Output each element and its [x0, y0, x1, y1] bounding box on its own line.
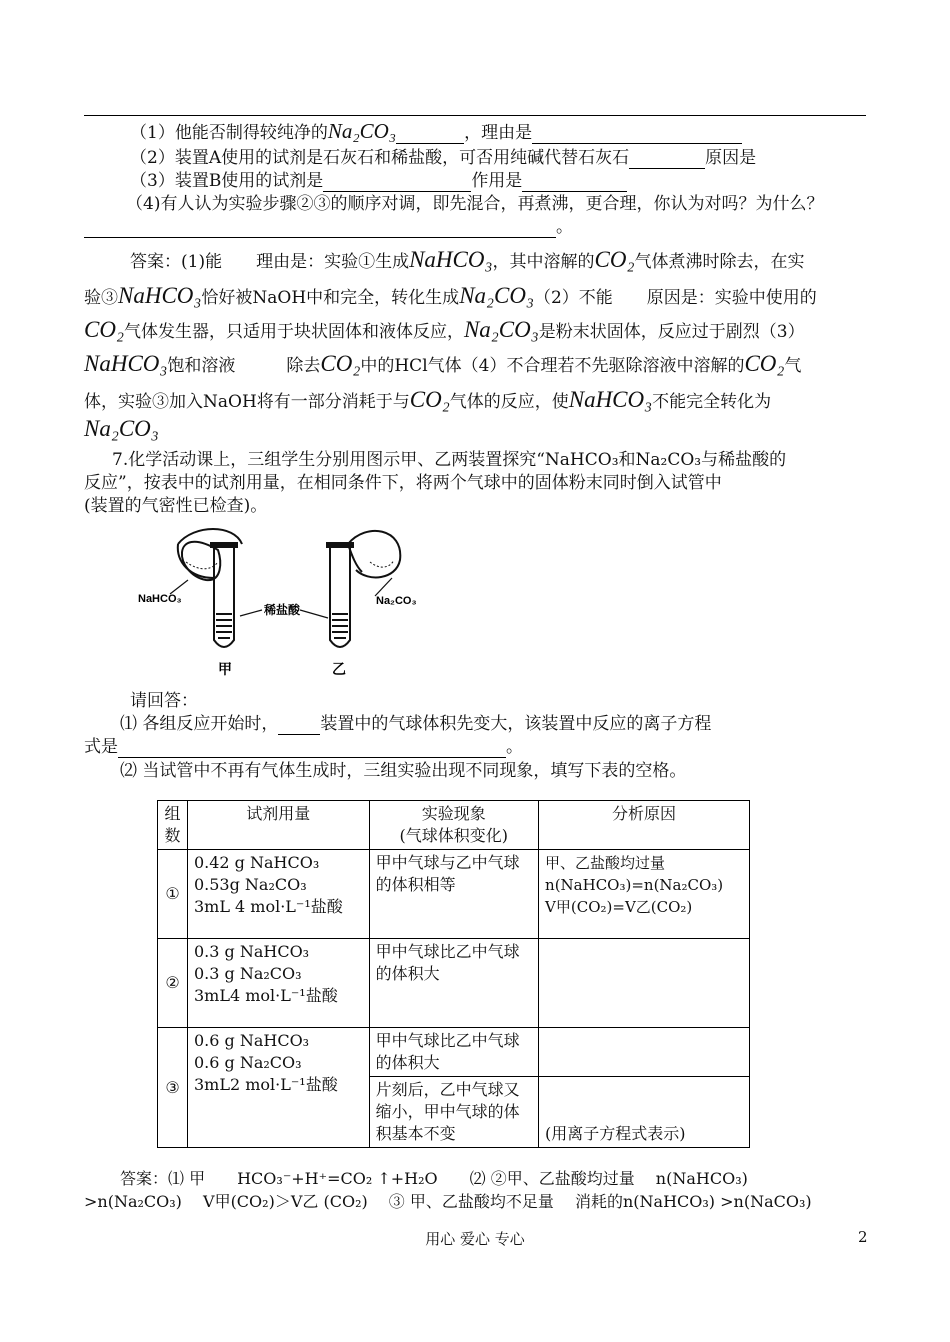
answer6-line3	[84, 314, 805, 348]
cell-reason: 甲、乙盐酸均过量 n(NaHCO₃)=n(Na₂CO₃) V甲(CO₂)=V乙(CO₂)	[539, 850, 750, 939]
answer-text: 饱和溶液 除去	[167, 356, 321, 376]
prompt-text: ⑴ 各组反应开始时，	[120, 714, 279, 734]
answer6-line4	[84, 348, 801, 382]
answer-text: 气体的反应，使	[449, 392, 569, 412]
formula: Na₂CO₃	[84, 416, 159, 441]
label-dilute-hcl: 稀盐酸	[264, 603, 301, 617]
cell-phenomenon: 甲中气球与乙中气球的体积相等	[369, 850, 538, 939]
prompt-text: 式是	[84, 737, 118, 757]
test-tube-right	[326, 542, 354, 647]
balloon-left	[178, 529, 242, 580]
formula: NaHCO₃	[84, 351, 168, 376]
q7-line2: 反应”，按表中的试剂用量，在相同条件下，将两个气球中的固体粉末同时倒入试管中	[84, 473, 722, 493]
leader-line	[375, 578, 392, 596]
row-number: ②	[158, 939, 188, 1028]
formula: CO₂	[320, 351, 361, 376]
test-tube-left	[210, 542, 238, 647]
header-reagent: 试剂用量	[187, 801, 369, 850]
table-header-row	[158, 801, 750, 850]
prompt-text: 装置中的气球体积先变大，该装置中反应的离子方程	[320, 714, 712, 734]
cell-phenomenon: 甲中气球比乙中气球的体积大	[369, 1028, 538, 1077]
formula: CO₂	[409, 387, 450, 412]
cell-reagent: 0.6 g NaHCO₃ 0.6 g Na₂CO₃ 3mL2 mol·L⁻¹盐酸	[187, 1028, 369, 1148]
formula: NaHCO₃	[409, 247, 493, 272]
answer-text: 气体发生器，只适用于块状固体和液体反应，	[123, 322, 464, 342]
header-phenomenon: 实验现象 (气球体积变化)	[369, 801, 538, 850]
caption-yi: 乙	[332, 662, 346, 678]
label-nahco3: NaHCO₃	[138, 593, 182, 605]
table-row	[158, 939, 750, 1028]
balloon-right	[348, 531, 400, 578]
answer7-line2: >n(Na₂CO₃) V甲(CO₂)＞V乙 (CO₂) ③ 甲、乙盐酸均不足量 消耗的n(NaHCO₃) >n(NaCO₃)	[84, 1192, 812, 1211]
answer-blank[interactable]	[84, 219, 556, 238]
cell-reason-blank[interactable]	[539, 939, 750, 1028]
cell-phenomenon: 甲中气球比乙中气球的体积大	[369, 939, 538, 1028]
label-na2co3: Na₂CO₃	[376, 595, 417, 607]
answer-text: 气	[784, 356, 802, 376]
footer-text: 用心 爱心 专心	[425, 1230, 525, 1248]
answer-blank[interactable]	[532, 125, 742, 144]
answer-text: （2）不能 原因是：实验中使用的	[533, 288, 817, 308]
formula: CO₂	[594, 247, 635, 272]
table-row	[158, 1028, 750, 1077]
q3-text: （3）装置B使用的试剂是	[130, 171, 324, 191]
q4-text: （4)有人认为实验步骤②③的顺序对调，即先混合，再煮沸，更合理，你认为对吗？为什么？	[126, 194, 824, 214]
question-4-blank-line	[84, 216, 573, 238]
caption-jia: 甲	[218, 662, 232, 678]
answer-text: 是粉末状固体，反应过于剧烈（3）	[538, 322, 805, 342]
answer-blank[interactable]	[396, 125, 464, 144]
leader-line	[170, 580, 188, 594]
answer-blank[interactable]	[118, 739, 506, 758]
formula: Na₂CO₃	[463, 317, 539, 342]
formula: NaHCO₃	[568, 387, 653, 412]
row-number: ①	[158, 850, 188, 939]
formula: Na₂CO₃	[459, 283, 534, 308]
page-number: 2	[858, 1228, 868, 1246]
leader-line	[240, 610, 262, 616]
answer-text: 不能完全转化为	[652, 392, 772, 412]
answer6-line6	[84, 414, 159, 446]
question-1	[130, 120, 742, 144]
answer-text: 验③	[84, 288, 118, 308]
q1-reason-label: ，理由是	[464, 123, 533, 143]
cell-reagent: 0.3 g NaHCO₃ 0.3 g Na₂CO₃ 3mL4 mol·L⁻¹盐酸	[187, 939, 369, 1028]
formula: NaHCO₃	[118, 283, 202, 308]
answer-blank[interactable]	[629, 150, 705, 169]
row-number: ③	[158, 1028, 188, 1148]
question-2	[130, 147, 756, 169]
question-4	[126, 193, 823, 215]
q2-reason-label: 原因是	[705, 148, 757, 168]
header-rule	[84, 115, 866, 116]
q2-text: （2）装置A使用的试剂是石灰石和稀盐酸，可否用纯碱代替石灰石	[130, 148, 630, 168]
q3-purpose-label: 作用是	[471, 171, 523, 191]
cell-reason-hint[interactable]: (用离子方程式表示)	[539, 1077, 750, 1148]
answer6-line5	[84, 384, 771, 418]
leader-line	[300, 610, 328, 618]
prompt-1	[120, 713, 711, 735]
answer-text: 气体煮沸时除去，在实	[634, 252, 805, 272]
q7-line1: 7.化学活动课上，三组学生分别用图示甲、乙两装置探究“NaHCO₃和Na₂CO₃与稀盐酸的	[112, 450, 787, 470]
prompt-intro: 请回答：	[130, 691, 198, 711]
answer-text: ，其中溶解的	[492, 252, 595, 272]
cell-reason-blank[interactable]	[539, 1028, 750, 1077]
header-reason: 分析原因	[539, 801, 750, 850]
answer6-line1	[130, 244, 804, 278]
header-group: 组数	[158, 801, 188, 850]
formula: CO₂	[744, 351, 785, 376]
prompt-2: ⑵ 当试管中不再有气体生成时，三组实验出现不同现象，填写下表的空格。	[120, 761, 687, 781]
table-row	[158, 850, 750, 939]
cell-phenomenon: 片刻后，乙中气球又缩小，甲中气球的体积基本不变	[369, 1077, 538, 1148]
results-table	[157, 800, 750, 1148]
period: 。	[556, 217, 573, 237]
q1-text: （1）他能否制得较纯净的	[130, 123, 328, 143]
period: 。	[506, 737, 523, 757]
answer-blank[interactable]	[522, 173, 627, 192]
answer7-line1: 答案：⑴ 甲 HCO₃⁻+H⁺=CO₂ ↑+H₂O ⑵ ②甲、乙盐酸均过量 n(NaHCO₃)	[120, 1169, 748, 1188]
prompt-1-cont	[84, 736, 523, 758]
formula-na2co3: Na₂CO₃	[327, 119, 397, 143]
formula: CO₂	[84, 317, 124, 342]
question-3	[130, 170, 627, 192]
answer-text: 体，实验③加入NaOH将有一部分消耗于与	[84, 392, 410, 412]
answer-blank[interactable]	[278, 716, 320, 735]
answer-blank[interactable]	[323, 173, 471, 192]
q7-line3: (装置的气密性已检查)。	[84, 496, 268, 516]
cell-reagent: 0.42 g NaHCO₃ 0.53g Na₂CO₃ 3mL 4 mol·L⁻¹盐酸	[187, 850, 369, 939]
apparatus-figure	[130, 522, 430, 682]
answer-text: 恰好被NaOH中和完全，转化生成	[201, 288, 460, 308]
answer-text: 中的HCl气体（4）不合理若不先驱除溶液中溶解的	[360, 356, 745, 376]
answer-text: 答案：(1)能 理由是：实验①生成	[130, 252, 410, 272]
answer6-line2	[84, 280, 817, 314]
